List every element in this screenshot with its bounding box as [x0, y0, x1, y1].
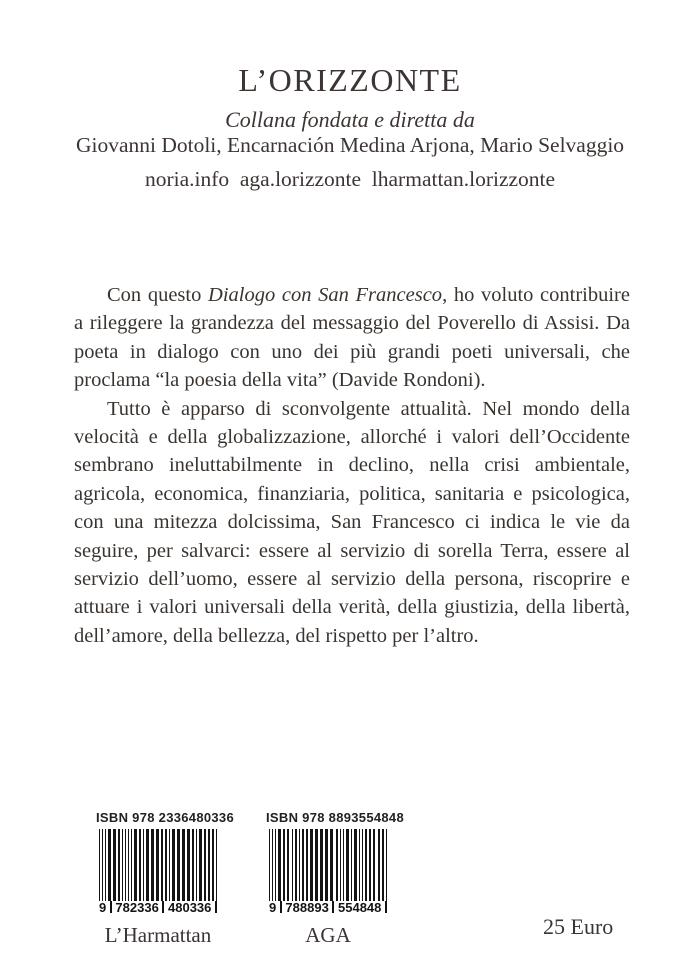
- book-title-italic: Dialogo con San Francesco: [208, 284, 443, 306]
- barcode-guard: [280, 901, 282, 913]
- barcode-digit-prefix: 9: [269, 900, 277, 915]
- blurb-p1-text: Con questo: [107, 284, 209, 306]
- barcode-digit-group: 554848: [338, 900, 382, 915]
- barcode-digit-prefix: 9: [99, 900, 107, 915]
- isbn-label: ISBN 978 2336480336: [96, 810, 234, 825]
- blurb-paragraph-1: [74, 281, 630, 395]
- barcode-guard: [110, 901, 112, 913]
- back-cover-blurb: [74, 281, 630, 650]
- barcode-guard: [332, 901, 334, 913]
- series-title: L’ORIZZONTE: [238, 62, 462, 98]
- barcode-digit-group: 480336: [168, 900, 212, 915]
- series-editors: Giovanni Dotoli, Encarnación Medina Arjona, Mario Selvaggio: [75, 133, 625, 157]
- ean-barcode: [99, 829, 217, 901]
- barcode-block-lharmattan: [96, 810, 234, 948]
- publisher-name: L’Harmattan: [104, 923, 212, 947]
- barcode-digit-group: 782336: [115, 900, 159, 915]
- price-label: 25 Euro: [543, 914, 614, 939]
- publisher-name: AGA: [305, 923, 351, 947]
- series-websites: noria.info aga.lorizzonte lharmattan.lorizzonte: [144, 167, 556, 191]
- barcode-block-aga: [266, 810, 404, 948]
- barcode-guard: [385, 901, 387, 913]
- barcode-digits: [269, 901, 387, 915]
- series-subtitle: Collana fondata e diretta da: [225, 107, 475, 132]
- barcode-guard: [162, 901, 164, 913]
- blurb-p1-rest: , ho voluto contribuire a rileggere la grandezza del messaggio del Poverello di Assisi. Da poeta in dialogo con uno dei più grandi poeti universali, che proclama “la poesia della vita” (Davide Rondoni).: [74, 284, 630, 392]
- barcode-guard: [215, 901, 217, 913]
- ean-barcode: [269, 829, 387, 901]
- isbn-label: ISBN 978 8893554848: [266, 810, 404, 825]
- blurb-paragraph-2: Tutto è apparso di sconvolgente attualità. Nel mondo della velocità e della globalizzazione, allorché i valori dell’Occidente sembrano ineluttabilmente in declino, nella crisi ambientale, agricola, economica, finanziaria, politica, sanitaria e psicologica, con una mitezza dolcissima, San Francesco ci indica le vie da seguire, per salvarci: essere al servizio di sorella Terra, essere al servizio dell’uomo, essere al servizio della persona, riscoprire e attuare i valori universali della verità, della giustizia, della libertà, dell’amore, della bellezza, del rispetto per l’altro.: [74, 397, 630, 647]
- barcode-digit-group: 788893: [285, 900, 329, 915]
- barcode-digits: [99, 901, 217, 915]
